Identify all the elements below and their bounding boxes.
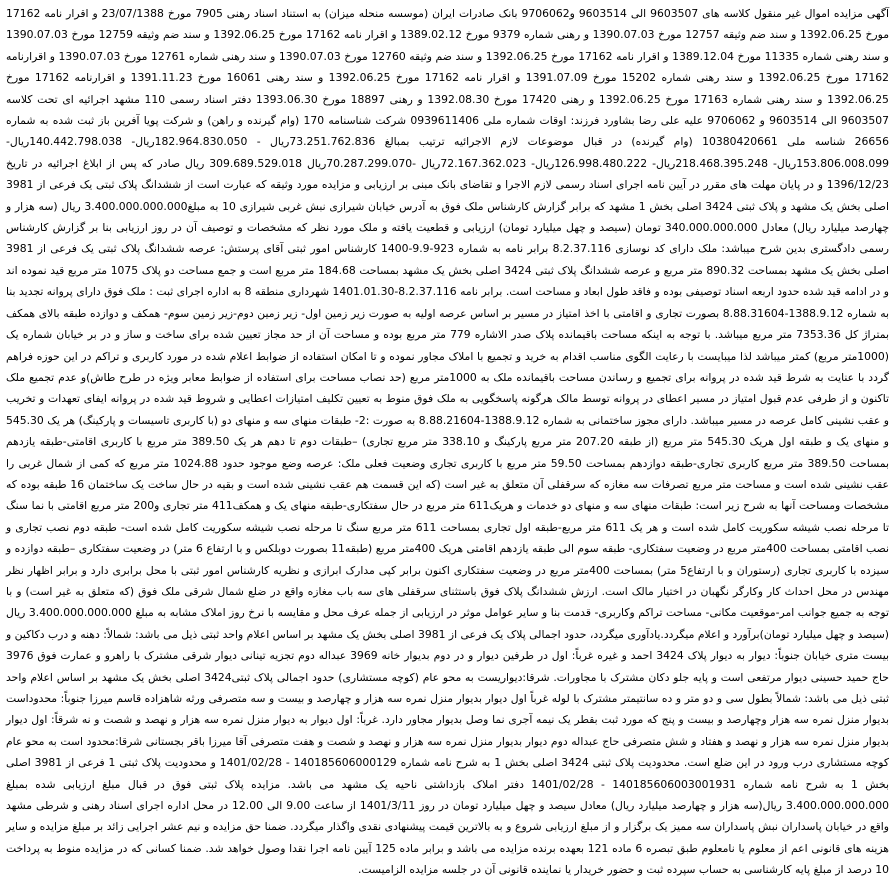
auction-notice-text: آگهی مزایده اموال غیر منقول کلاسه های 9603507 الی 9603514 و9706062 بانک صادرات ایران (موسسه منحله میزان) به استناد اسناد رهنی 7905 مورخ 23/07/1388 و اقرار نامه 17162 مورخ 1392.06.25 و سند ضم وثیقه 12757 مورخ 1390.07.03 و رهنی شماره 9379 مورخ 1389.02.12 و اقرار نامه 17162 مورخ 1392.06.25 و سند ضم وثیقه 12759 مورخ 1390.07.03 و سند رهنی شماره 11335 مورخ 1389.12.04 و اقرار نامه 17162 مورخ 1392.06.25 و سند ضم وثیقه 12760 مورخ 1390.07.03 و سند رهنی شماره 12761 مورخ 1390.07.03 و اقرارنامه 17162 مورخ 1392.06.25 و سند رهنی شماره 15202 مورخ 1391.07.09 و اقرار نامه 17162 مورخ 1392.06.25 و سند رهنی 16061 مورخ 1391.11.23 و اقرارنامه 17162 مورخ 1392.06.25 و سند رهنی شماره 17163 مورخ 1392.06.25 و رهنی 17420 مورخ 1392.08.30 و رهنی 18897 مورخ 1393.06.30 دفتر اسناد رسمی 110 مشهد اجرائیه ای تحت کلاسه 9603507 الی 9603514 و 9706062 علیه علی رضا بشاورد فرزند: اوقات شماره ملی 0939611406 شرکت شناسنامه 170 (وام گیرنده و راهن) و شرکت پویا آفرین باز ثبت شده به شماره 26656 شناسه ملی 10380420661 (وام گیرنده) در قبال موضوعات لازم الاجرائیه ترتیب بمبالغ 73.251.762.836ریال - 182.964.830.050ریال- 140.442.798.038ریال- 153.806.008.099ریال- 218.468.395.248ریال- 126.998.480.222ریال- 72.167.362.023ریال -70.287.299.070ریال 309.689.529.018 ریال صادر که پس از ابلاغ اجرائیه در تاریخ 1396/12/23 و در پایان مهلت های مقرر در آیین نامه اجرای اسناد رسمی لازم الاجرا و تقاضای بانک مبنی بر ارزیابی و مزایده مورد وثیقه که عبارت است از ششدانگ پلاک ثبتی یک فرعی از 3981 اصلی بخش یک مشهد و پلاک ثبتی 3424 اصلی بخش 1 مشهد که برابر گزارش کارشناس ملک فوق به آدرس خیابان شیرازی نبش غربی شیرازی 10 به مبلغ3.400.000.000.000 ریال (سه هزار و چهارصد میلیارد ریال) معادل 340.000.000.000 تومان (سیصد و چهل میلیارد تومان) ارزیابی و قطعیت یافته و ملک مورد نظر که مشخصات و توصیف آن در روز ارزیابی بنا بر گزارش کارشناس رسمی دادگستری بدین شرح میباشد: ملک دارای کد نوسازی 8.2.37.116 برابر نامه به شماره 923-9.9-1400 کارشناس امور ثبتی آقای پرستش: عرصه ششدانگ پلاک ثبتی یک فرعی از 3981 اصلی بخش یک مشهد بمساحت 890.32 متر مربع و عرصه ششدانگ پلاک ثبتی 3424 اصلی بخش یک مشهد بمساحت 184.68 متر مربع است و جمع مساحت دو پلاک 1075 متر مربع قید نموده اند و در ادامه قید شده حدود اربعه اسناد توصیفی بوده و فاقد طول ابعاد و مساحت است. برابر نامه 8.2.37.116-1401.01.30 شهرداری منطقه 8 به اداره اجرای ثبت : ملک فوق دارای پروانه تجدید بنا به شماره 1388.9.12-8.88.31604 بصورت تجاری و اقامتی با اخذ امتیاز در مسیر بر اساس عرصه اولیه به صورت زیر زمین اول- زیر زمین دوم-زیر زمین سوم- همکف و دوازده طبقه بالای همکف بمتراژ کل 7353.36 متر مربع میباشد. با توجه به اینکه مساحت باقیمانده پلاک صدر الاشاره 779 متر مربع بوده و مساحت آن از حد مجاز تعیین شده برای ساخت و ساز و در بر خیابان شماره یک (1000متر مربع) کمتر میباشد لذا میبایست با رعایت الگوی مناسب اقدام به خرید و تجمیع با املاک مجاور نموده و تا امکان استفاده از ضوابط اعلام شده در مورد کاربری و تراکم در این حوزه فراهم گردد با عنایت به شرط قید شده در پروانه برای تجمیع و رساندن مساحت باقیمانده ملک به 1000متر مربع (حد نصاب مساحت برای استفاده از ضوابط معابر ویژه در طرح طاش)و عدم تجمیع ملک تاکنون و از طرفی عدم قبول امتیاز در مسیر اعطای در پروانه توسط مالک هرگونه پاسخگویی به ملک فوق منوط به تعیین تکلیف امتیازات اعطایی و شروط قید شده در پروانه ایفای تعهدات و تخریب و عقب نشینی کامل عرصه در مسیر میباشد. دارای مجوز ساختمانی به شماره 1388.9.12-8.88.21604 به صورت :2- طبقات منهای سه و منهای دو (با کاربری تاسیسات و پارکینگ) هر یک 545.30 و منهای یک و طبقه اول هریک 545.30 متر مربع (از طبقه 207.20 متر مربع پارکینگ و 338.10 متر مربع تجاری) –طبقات دوم تا دهم هر یک 389.50 متر مربع با کاربری اقامتی-طبقه یازدهم بمساحت 389.50 متر مربع کاربری تجاری-طبقه دوازدهم بمساحت 59.50 متر مربع با کاربری تجاری وضعیت فعلی ملک: عرصه وضع موجود حدود 1024.88 متر مربع که کمی از شمال غربی را عقب نشینی شده است و مساحت متر مربع تصرفات سه مغازه که سرقفلی آن متعلق به غیر است (که این قسمت هم عقب نشینی شده است و بقیه در حال ساخت یک ساختمان 16 طبقه بوده که مشخصات ومساحت آنها به شرح زیر است: طبقات منهای سه و منهای دو خدمات و هریک611 متر مربع در حال سفتکاری-طبقه منهای یک و همکف411 متر تجاری و200 متر مربع اقامتی با نما سنگ تا مرحله نصب شیشه سکوریت کامل شده است و هر یک 611 متر مربع-طبقه اول تجاری بمساحت 611 متر مربع سنگ تا مرحله نصب شیشه سکوریت کامل شده است- طبقه دوم نصب تجاری و نصب اقامتی بمساحت 400متر مربع در وضعیت سفتکاری- طبقه سوم الی طبقه یازدهم اقامتی هریک 400متر مربع (طبقه11 بصورت دوبلکس و با ارتفاع 6 متر) در وضعیت سفتکاری –طبقه دوازده و سیزده با کاربری تجاری (رستوران و با ارتفاع5 متر) بمساحت 400متر مربع در وضعیت سفتکاری اکنون برابر کپی مدارک ابرازی و نظریه کارشناس امور ثبتی با محل برابری دارد و برابر اظهار نظر مهندس در محل احداث کار وکارگر نگهبان در اختیار مالک است. ارزش ششدانگ پلاک فوق باستثنای سرقفلی های سه باب مغازه واقع در ضلع شمال شرقی ملک فوق (که متعلق به غیر است) و با توجه به جمیع جوانب امر-موقعیت مکانی- مساحت تراکم وکاربری- قدمت بنا و سایر عوامل موثر در ارزیابی از جمله عرف محل و مقایسه با نرخ روز املاک مشابه به مبلغ 3.400.000.000.000 ریال (سیصد و چهل میلیارد تومان)برآورد و اعلام میگردد.یادآوری میگردد، حدود اجمالی پلاک یک فرعی از 3981 اصلی بخش یک مشهد بر اساس اعلام واحد ثبتی ذیل می باشد: شمالاً: دهنه و درب دکاکین و بیست متری خیابان جنوباً: دیوار به دیوار پلاک 3424 احمد و غیره غرباً: اول در طرفین دیوار و در دوم بدیوار خانه 3969 عبداله دوم تجزیه تینانی دیوار شرقی مشترک با راهرو و عمارت فوق 3976 حاج حمید حسینی دیوار مرتفعی است و پایه جلو دکان مشترک با مجاورات. شرقا:دیواریست به محو عام (کوچه مستشاری) حدود اجمالی پلاک ثبتی3424 اصلی بخش یک مشهد بر اساس اعلام واحد ثبتی ذیل می باشد: شمالاً بطول سی و دو متر و ده سانتیمتر مشترک با لوله غرباً اول دیوار بدیوار منزل نمره سه هزار و چهارصد و بیست و سه متصرفی ورثه شاهزاده قاسم میرزا جنوباً: محدوداست بدیوار منزل نمره سه هزار وچهارصد و بیست و پنج که مورد ثبت بقطر یک نیمه آجری نما وصل بدیوار مجاور دارد. غرباً: اول دیوار به دیوار منزل نمره سه هزار و نهصد و شصت و نه شرقاً: اول دیوار بدیوار منزل نمره سه هزار و نهصد و هفتاد و شش متصرفی حاج عبداله دوم دیوار بدیوار منزل نمره سه هزار و نهصد و شصت و هفت متصرفی آقا میرزا باقر بجستانی شرقا:محدود است به محو عام کوچه مستشاری درب ورود در این ضلع است. محدودیت پلاک ثبتی 3424 اصلی بخش 1 به شرح نامه شماره 140185606000129 - 1401/02/28 و محدودیت پلاک ثبتی 1 فرعی از 3981 اصلی بخش 1 به شرح نامه شماره 140185606003001931 - 1401/02/28 دفتر املاک بازداشتی ناحیه یک مشهد می باشد. مزایده پلاک ثبتی فوق در قبال مبلغ ارزیابی شده بمبلغ 3.400.000.000.000 ریال(سه هزار و چهارصد میلیارد ریال) معادل سیصد و چهل میلیارد تومان در روز 1401/3/11 از ساعت 9.00 الی 12.00 در محل اداره اجرای اسناد رهنی و شرطی مشهد واقع در خیابان پاسداران نبش پاسداران سه ممیز یک برگزار و از مبلغ ارزیابی شروع و به بالاترین قیمت پیشنهادی نقدی واگذار میگردد. ضمنا حق مزایده و نیم عشر اجرایی زائد بر مبلغ مزایده و سایر هزینه های قانونی اعم از معلوم یا نامعلوم طبق تبصره 6 ماده 121 بعهده برنده مزایده می باشد و برابر ماده 125 آیین نامه اجرا نقدا وصول خواهد شد. ضمنا کسانی که در مزایده منوط به پرداخت 10 درصد از مبلغ پایه کارشناسی به حساب سپرده ثبت و حضور خریدار یا نماینده قانونی آن در جلسه مزایده الزامیست.	[6, 7, 890, 877]
